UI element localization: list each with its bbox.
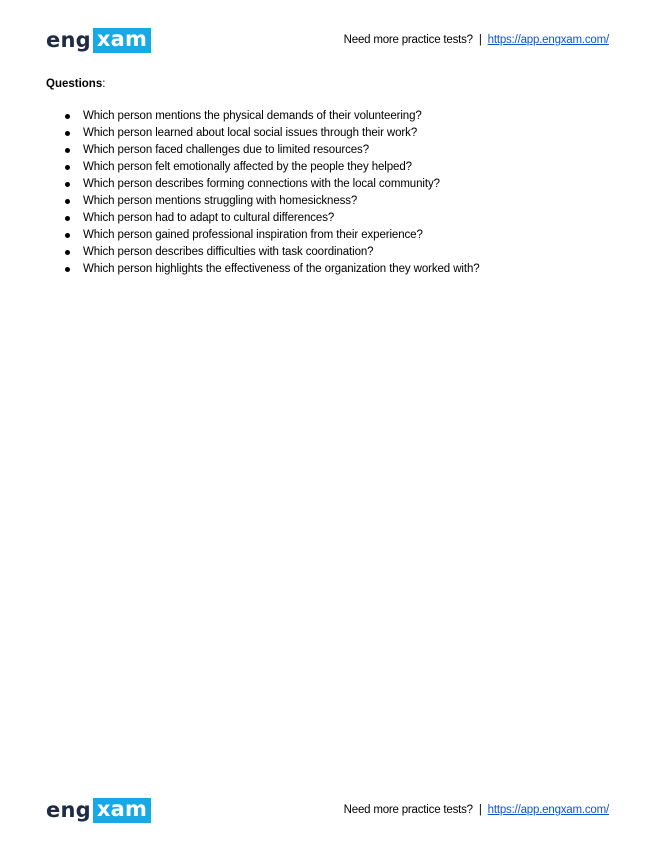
question-item: Which person gained professional inspiration from their experience? bbox=[46, 227, 480, 244]
footer-practice-link[interactable]: https://app.engxam.com/ bbox=[487, 804, 609, 816]
question-item: Which person felt emotionally affected by the people they helped? bbox=[46, 159, 480, 176]
header-separator: | bbox=[478, 34, 482, 46]
question-item: Which person highlights the effectiveness of the organization they worked with? bbox=[46, 261, 480, 278]
question-item: Which person mentions the physical demands of their volunteering? bbox=[46, 108, 480, 125]
logo-eng-text: eng bbox=[46, 27, 91, 52]
question-item: Which person had to adapt to cultural differences? bbox=[46, 210, 480, 227]
question-item: Which person describes forming connections with the local community? bbox=[46, 176, 480, 193]
footer-promo-text: Need more practice tests? bbox=[343, 804, 473, 816]
page-footer bbox=[46, 797, 609, 823]
footer-promo bbox=[344, 804, 609, 816]
page-header bbox=[46, 27, 609, 53]
header-promo bbox=[344, 34, 609, 46]
logo-eng-text: eng bbox=[46, 797, 91, 822]
questions-heading-label: Questions bbox=[46, 78, 103, 90]
questions-heading-colon: : bbox=[102, 78, 106, 90]
question-list bbox=[46, 108, 480, 278]
engxam-logo[interactable] bbox=[46, 798, 151, 823]
question-item: Which person learned about local social issues through their work? bbox=[46, 125, 480, 142]
header-promo-text: Need more practice tests? bbox=[343, 34, 473, 46]
footer-separator: | bbox=[478, 804, 482, 816]
logo-xam-text: xam bbox=[93, 28, 151, 53]
questions-heading bbox=[46, 78, 105, 90]
question-item: Which person describes difficulties with task coordination? bbox=[46, 244, 480, 261]
logo-xam-text: xam bbox=[93, 798, 151, 823]
header-practice-link[interactable]: https://app.engxam.com/ bbox=[487, 34, 609, 46]
question-item: Which person faced challenges due to limited resources? bbox=[46, 142, 480, 159]
question-item: Which person mentions struggling with homesickness? bbox=[46, 193, 480, 210]
engxam-logo[interactable] bbox=[46, 28, 151, 53]
